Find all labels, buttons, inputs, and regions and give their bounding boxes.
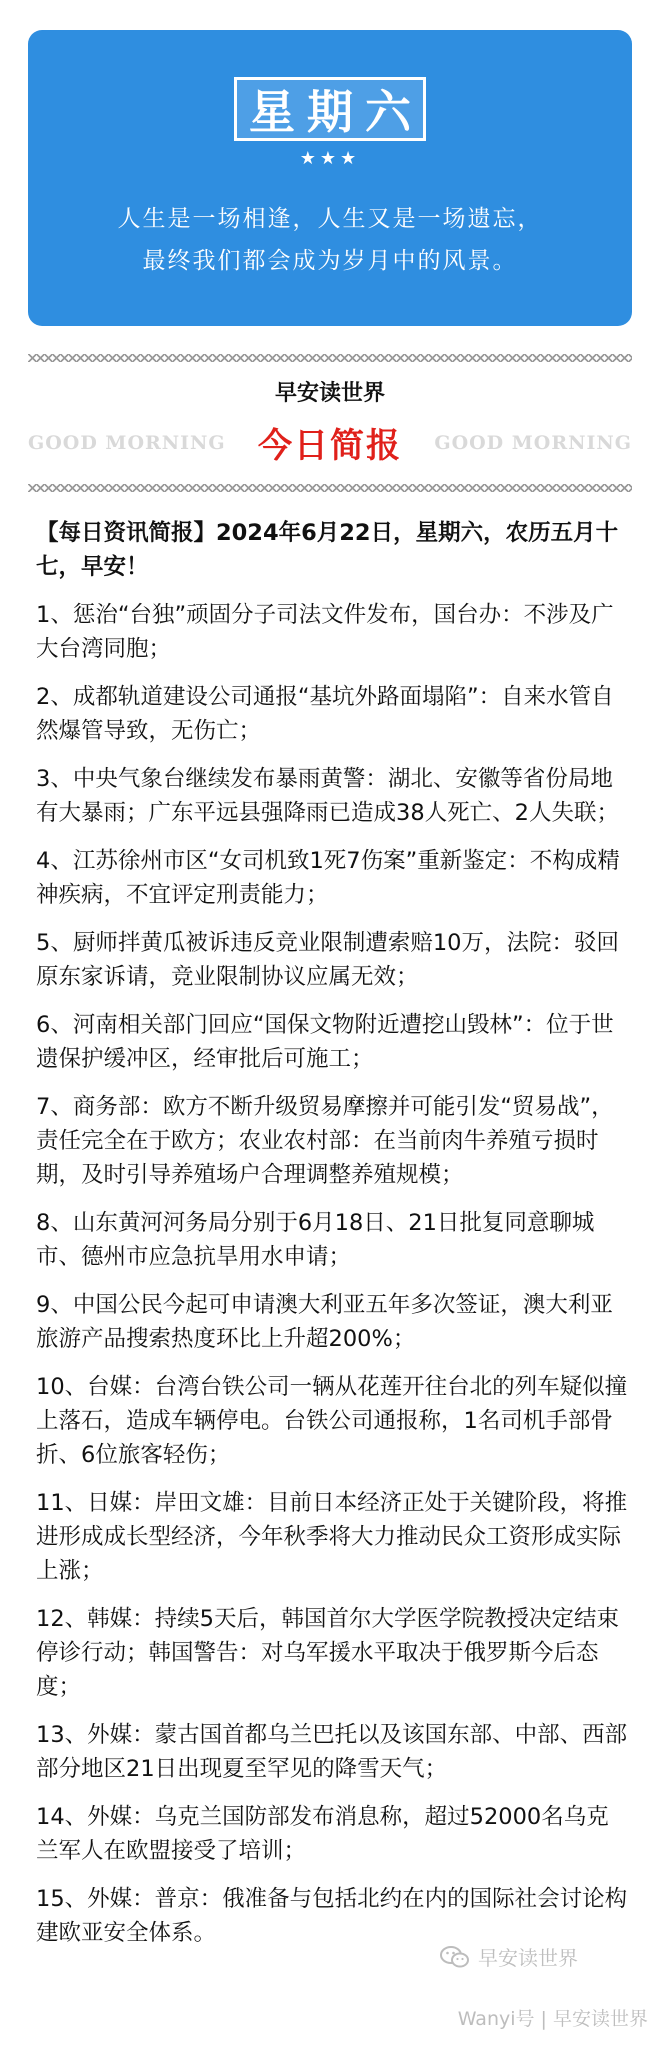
star-decoration: ★★★ xyxy=(299,148,361,169)
good-morning-left: GOOD MORNING xyxy=(28,432,226,454)
quote-line-1: 人生是一场相逢，人生又是一场遗忘， xyxy=(117,206,543,232)
source-name: 早安读世界 xyxy=(274,380,385,406)
zigzag-divider-bottom xyxy=(28,484,632,492)
good-morning-right: GOOD MORNING xyxy=(434,432,632,454)
news-headline: 【每日资讯简报】2024年6月22日，星期六，农历五月十七，早安！ xyxy=(36,520,619,580)
news-item: 14、外媒：乌克兰国防部发布消息称，超过52000名乌克兰军人在欧盟接受了培训； xyxy=(36,1804,609,1864)
news-item: 15、外媒：普京：俄准备与包括北约在内的国际社会讨论构建欧亚安全体系。 xyxy=(36,1886,628,1946)
news-item: 2、成都轨道建设公司通报“基坑外路面塌陷”：自来水管自然爆管导致，无伤亡； xyxy=(36,684,614,744)
news-item: 4、江苏徐州市区“女司机致1死7伤案”重新鉴定：不构成精神疾病，不宜评定刑责能力； xyxy=(36,848,620,908)
news-item: 8、山东黄河河务局分别于6月18日、21日批复同意聊城市、德州市应急抗旱用水申请； xyxy=(36,1210,595,1270)
zigzag-divider-top xyxy=(28,354,632,362)
watermark-platform: Wanyi号 | 早安读世界 xyxy=(457,2008,648,2030)
day-of-week: 星期六 xyxy=(234,77,426,141)
quote-line-2: 最终我们都会成为岁月中的风景。 xyxy=(142,248,518,274)
news-item: 6、河南相关部门回应“国保文物附近遭挖山毁林”：位于世遗保护缓冲区，经审批后可施工； xyxy=(36,1012,614,1072)
news-item: 10、台媒：台湾台铁公司一辆从花莲开往台北的列车疑似撞上落石，造成车辆停电。台铁公司通报称，1名司机手部骨折、6位旅客轻伤； xyxy=(36,1374,628,1468)
news-item: 5、厨师拌黄瓜被诉违反竞业限制遭索赔10万，法院：驳回原东家诉请，竞业限制协议应属无效； xyxy=(36,930,619,990)
news-item: 13、外媒：蒙古国首都乌兰巴托以及该国东部、中部、西部部分地区21日出现夏至罕见的降雪天气； xyxy=(36,1722,628,1782)
header-banner xyxy=(28,30,632,326)
watermark-account-name: 早安读世界 xyxy=(478,1946,578,1970)
brief-title: 今日简报 xyxy=(258,426,402,466)
watermark-account xyxy=(440,1942,578,1971)
news-item: 9、中国公民今起可申请澳大利亚五年多次签证，澳大利亚旅游产品搜索热度环比上升超200%； xyxy=(36,1292,613,1352)
news-item: 11、日媒：岸田文雄：目前日本经济正处于关键阶段，将推进形成成长型经济，今年秋季将大力推动民众工资形成实际上涨； xyxy=(36,1490,628,1584)
wechat-icon xyxy=(440,1945,470,1969)
news-item: 12、韩媒：持续5天后，韩国首尔大学医学院教授决定结束停诊行动；韩国警告：对乌军援水平取决于俄罗斯今后态度； xyxy=(36,1606,619,1700)
news-item: 7、商务部：欧方不断升级贸易摩擦并可能引发“贸易战”，责任完全在于欧方；农业农村部：在当前肉牛养殖亏损时期，及时引导养殖场户合理调整养殖规模； xyxy=(36,1094,614,1188)
news-item: 3、中央气象台继续发布暴雨黄警：湖北、安徽等省份局地有大暴雨；广东平远县强降雨已造成38人死亡、2人失联； xyxy=(36,766,619,826)
news-content xyxy=(36,516,628,1964)
news-item: 1、惩治“台独”顽固分子司法文件发布，国台办：不涉及广大台湾同胞； xyxy=(36,602,614,662)
